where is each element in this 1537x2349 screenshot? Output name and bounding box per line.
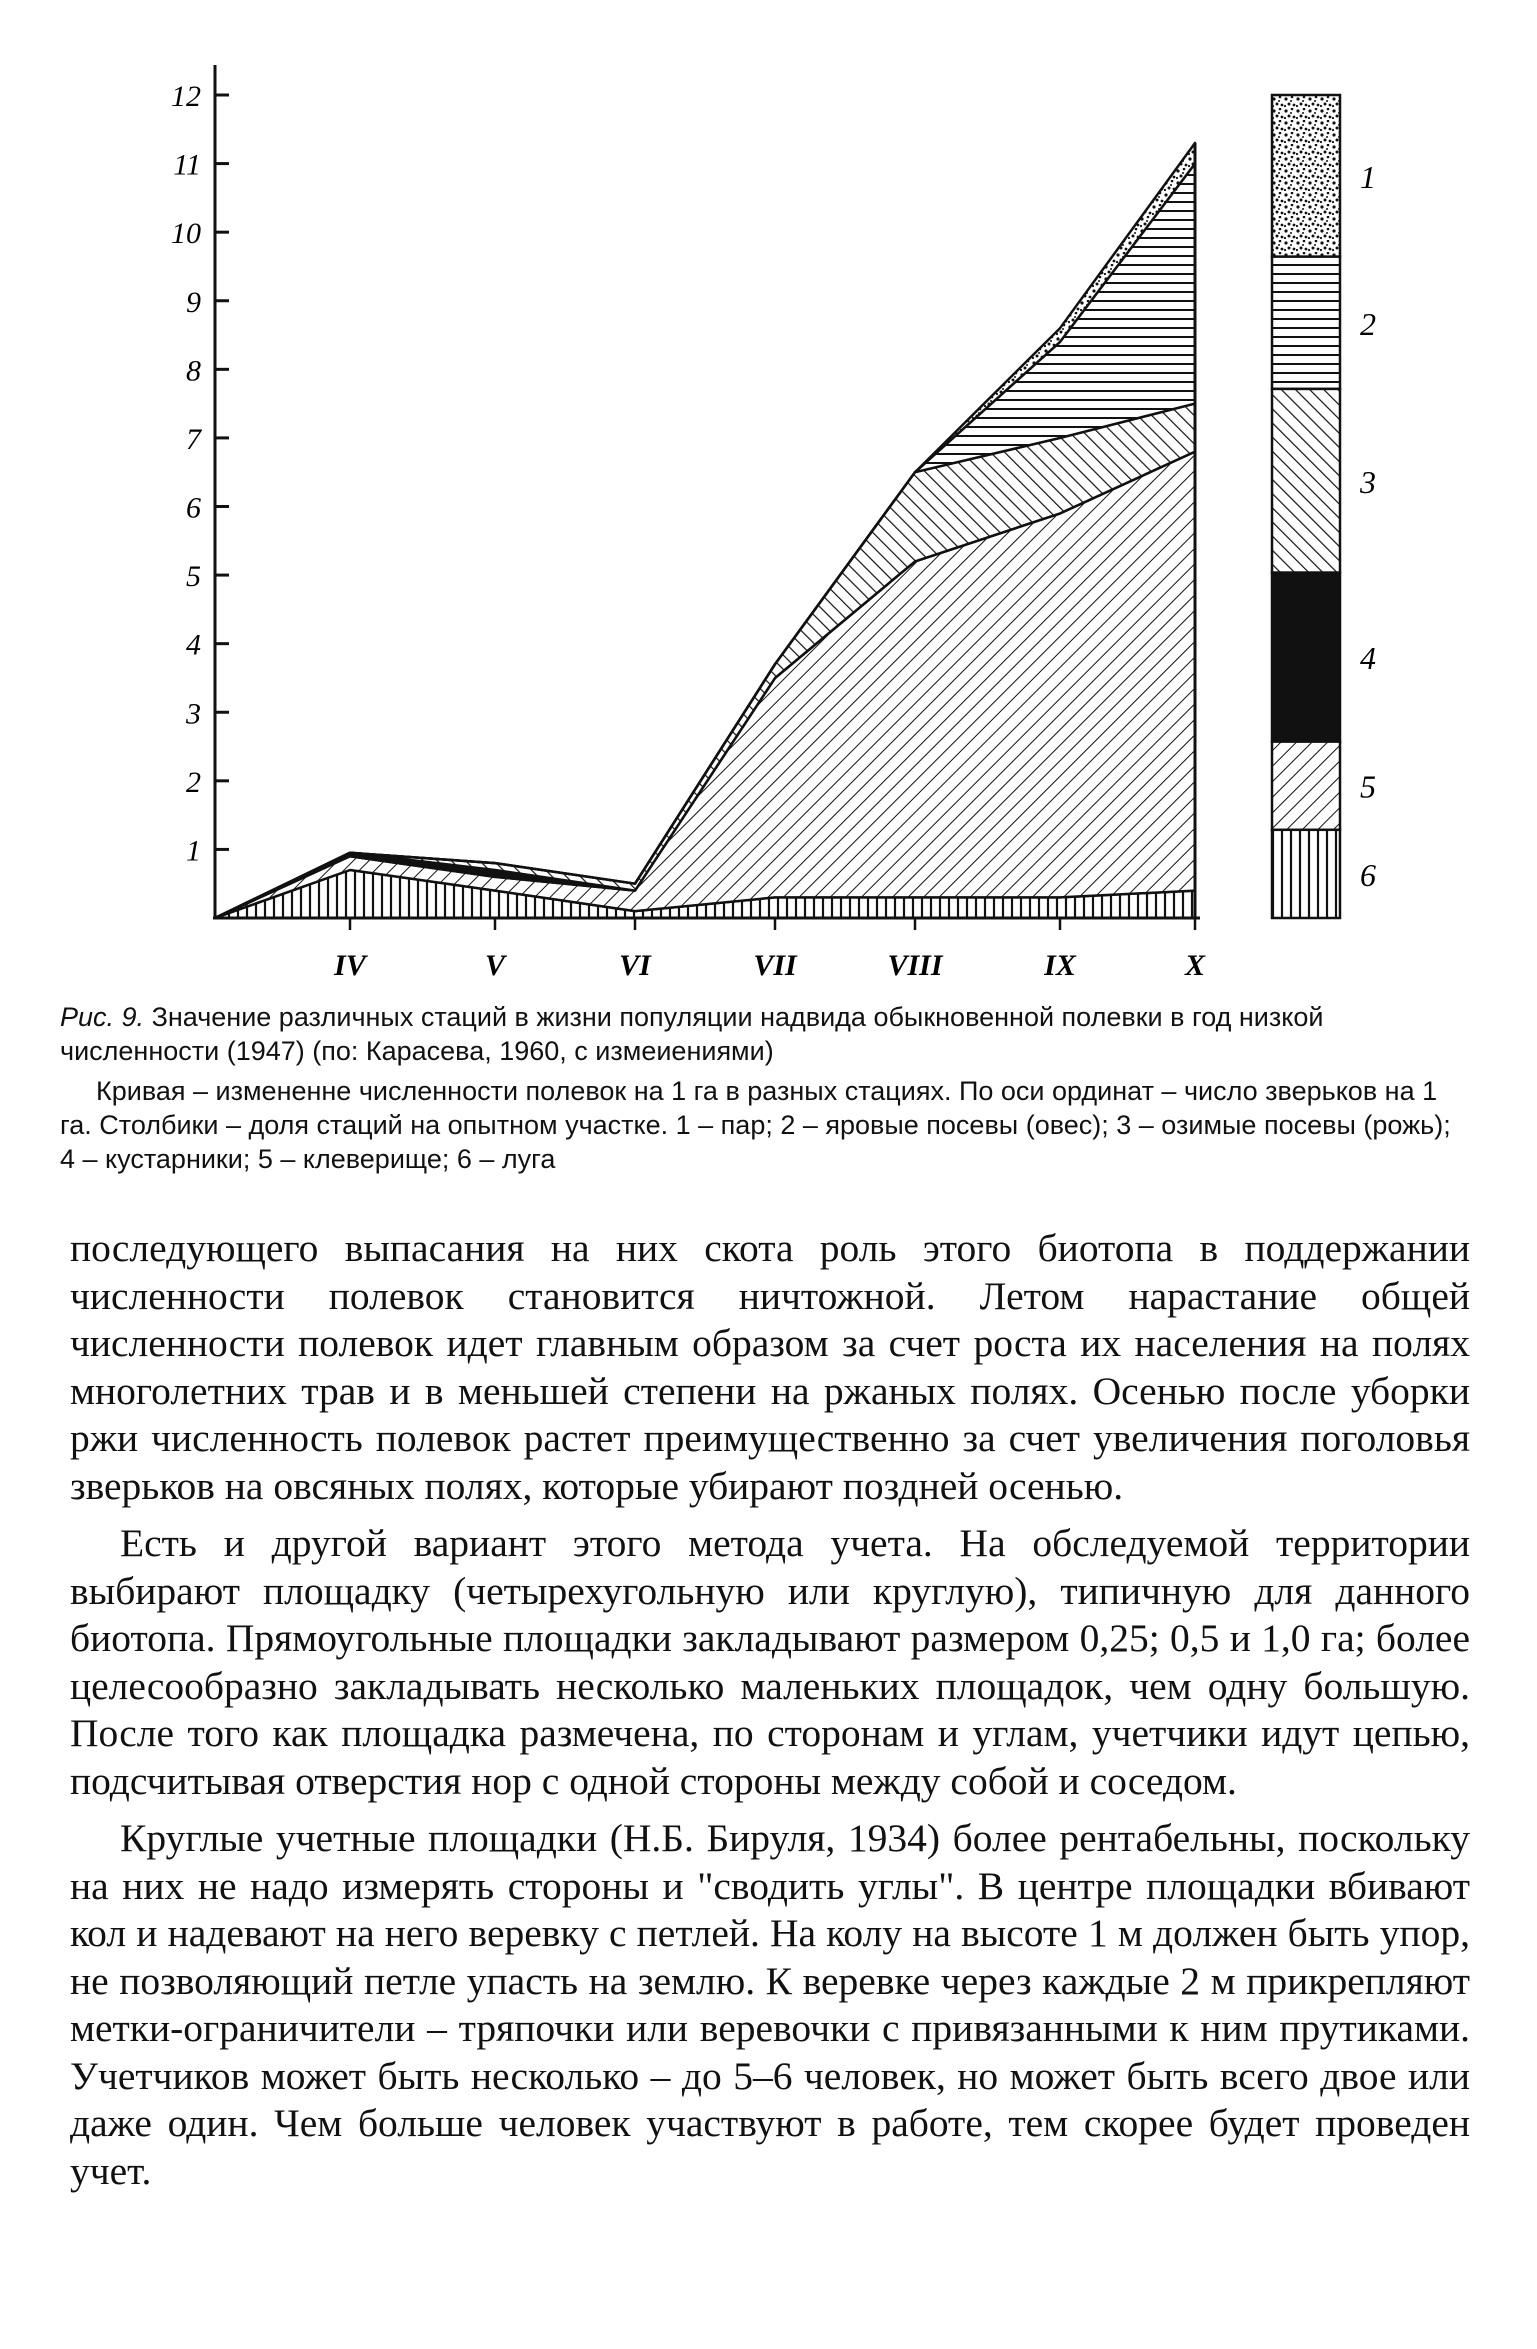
figure-chart	[0, 0, 1537, 1000]
bar-segment-label: 2	[1360, 305, 1376, 342]
paragraph: Круглые учетные площадки (Н.Б. Бируля, 1934) более рентабельны, поскольку на них не надо измерять стороны и "сводить углы". В центре площадки вбивают кол и надевают на него веревку с петлей. На колу на высоте 1 м должен быть упор, не позволяющий петле упасть на землю. К веревке через каждые 2 м прикрепляют метки-ограничители – тряпочки или веревочки с привязанными к ним прутиками. Учетчиков может быть несколько – до 5–6 человек, но может быть всего двое или даже один. Чем больше человек участвуют в работе, тем скорее будет проведен учет.	[70, 1816, 1470, 2193]
y-tick-label: 12	[171, 80, 201, 113]
y-tick-label: 11	[173, 148, 201, 182]
bar-segment	[1272, 573, 1340, 742]
x-tick-label: VI	[619, 949, 651, 982]
x-tick-label: VIII	[887, 949, 943, 982]
bar-segment	[1272, 389, 1340, 573]
figure-caption-body: Кривая – измененне численности полевок на 1 га в разных стациях. По оси ординат – число зверьков на 1 га. Столбики – доля стаций на опытном участке. 1 – пар; 2 – яровые посевы (овес); 3 – озимые посевы (рожь); 4 – кустарники; 5 – клеверище; 6 – луга	[60, 1076, 1451, 1174]
x-tick-label: IV	[334, 949, 366, 982]
x-axis	[333, 918, 1206, 982]
y-tick-label: 2	[186, 765, 201, 799]
bar-segment-label: 4	[1360, 640, 1376, 677]
bar-segment-label: 3	[1360, 463, 1376, 500]
y-tick-label: 6	[186, 491, 201, 525]
y-tick-label: 4	[186, 628, 201, 662]
bar-segment	[1272, 742, 1340, 830]
bar-segment	[1272, 257, 1340, 389]
bar-segment-label: 5	[1360, 768, 1376, 805]
stacked-bar	[1272, 95, 1376, 918]
caption-title-text: Значение различных стаций в жизни популяции надвида обыкновенной полевки в год низкой численности (1947) (по: Карасева, 1960, с измеиениями)	[60, 1002, 1324, 1066]
area-series	[215, 452, 1195, 918]
area-layer	[215, 143, 1195, 918]
y-tick-label: 8	[186, 354, 201, 388]
y-tick-label: 7	[186, 422, 201, 456]
body-text	[70, 1225, 1470, 2205]
bar-segment-label: 6	[1360, 856, 1376, 893]
y-tick-label: 3	[186, 697, 201, 731]
paragraph: последующего выпасания на них скота роль этого биотопа в поддержании численности полевок становится ничтожной. Летом нарастание общей численности полевок идет главным образом за счет роста их населения на полях многолетних трав и в меньшей степени на ржаных полях. Осенью после уборки ржи численность полевок растет преимущественно за счет увеличения поголовья зверьков на овсяных полях, которые убирают поздней осенью.	[70, 1226, 1470, 1508]
y-tick-label: 9	[186, 285, 201, 319]
y-tick-label: 10	[171, 217, 201, 251]
y-tick-label: 5	[186, 560, 201, 594]
bar-segment-label: 1	[1360, 158, 1376, 195]
figure-caption-title	[60, 1000, 1470, 1068]
bar-segment	[1272, 830, 1340, 918]
x-tick-label: IX	[1044, 949, 1076, 982]
bar-segment	[1272, 95, 1340, 257]
x-tick-label: VII	[753, 949, 797, 982]
figure-label: Рис. 9.	[60, 1002, 145, 1032]
x-tick-label: X	[1184, 949, 1206, 982]
paragraph: Есть и другой вариант этого метода учета. На обследуемой территории выбирают площадку (четырехугольную или круглую), типичную для данного биотопа. Прямоугольные площадки закладывают размером 0,25; 0,5 и 1,0 га; более целесообразно закладывать несколько маленьких площадок, чем одну большую. После того как площадка размечена, по сторонам и углам, учетчики идут цепью, подсчитывая отверстия нор с одной стороны между собой и соседом.	[70, 1521, 1470, 1803]
x-tick-label: V	[484, 949, 506, 982]
y-tick-label: 1	[186, 834, 201, 868]
